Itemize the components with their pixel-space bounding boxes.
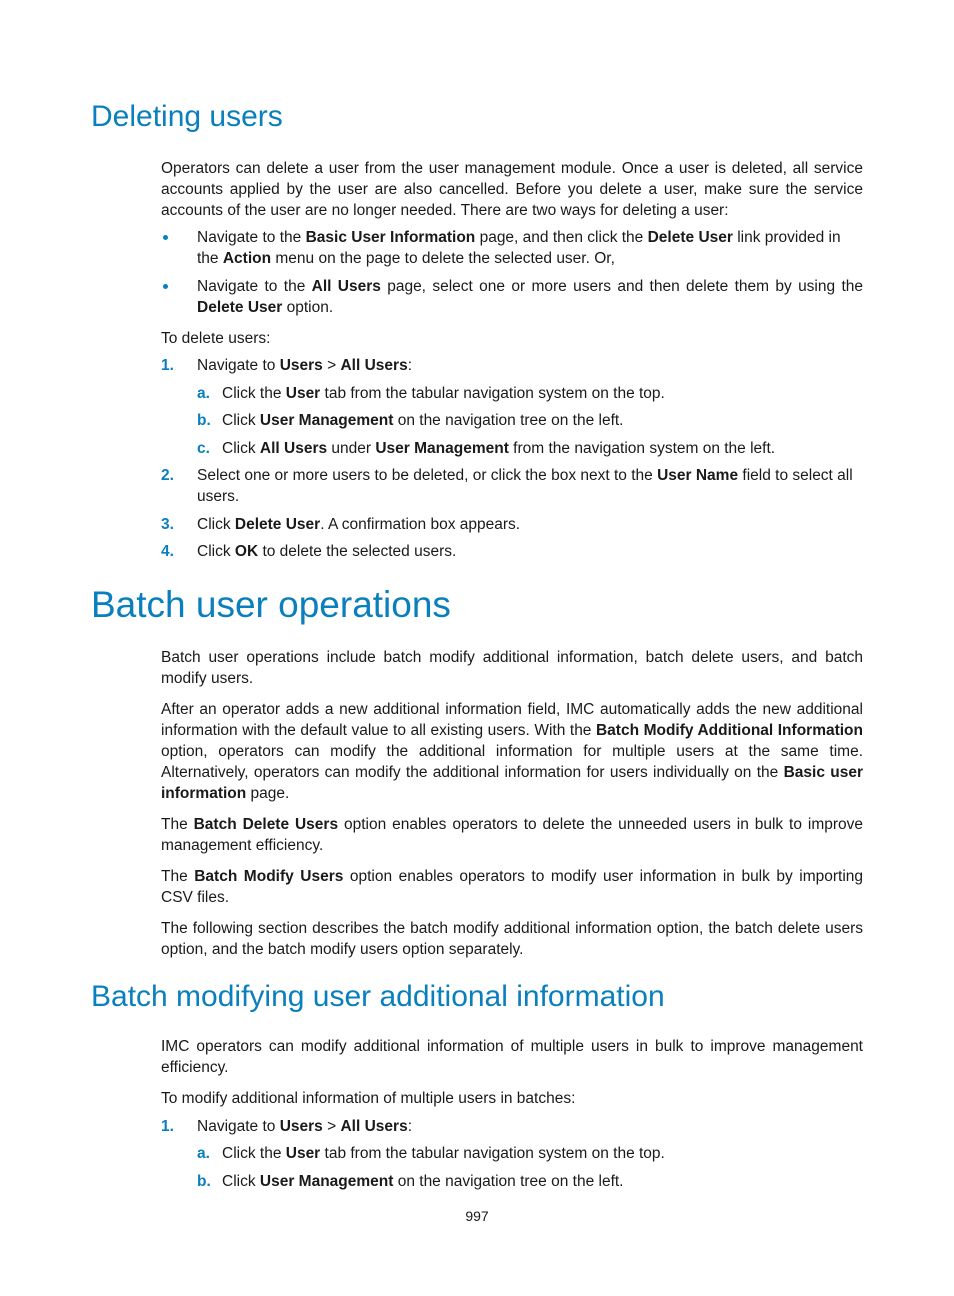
paragraph: IMC operators can modify additional information of multiple users in bulk to improve management efficiency. xyxy=(161,1038,863,1076)
substep-letter: b. xyxy=(197,412,211,429)
substep-letter: a. xyxy=(197,1145,210,1162)
section-heading-batch-modifying: Batch modifying user additional information xyxy=(91,980,665,1013)
bullet-dot-icon xyxy=(163,235,168,240)
page-number: 997 xyxy=(465,1208,489,1224)
chapter-heading-batch-user-operations: Batch user operations xyxy=(91,584,451,625)
paragraph: The Batch Modify Users option enables operators to modify user information in bulk by importing CSV files. xyxy=(161,868,864,906)
procedure-lead: To modify additional information of multiple users in batches: xyxy=(161,1090,576,1107)
paragraph: After an operator adds a new additional information field, IMC automatically adds the new additional information with the default value to all existing users. With the Batch Modify Additional Information option, operators can modify the additional information for multiple users at the same time. Alternatively, operators can modify the additional information for users individually on the Basic user information page. xyxy=(161,701,863,802)
paragraph: The Batch Delete Users option enables operators to delete the unneeded users in bulk to improve management efficiency. xyxy=(161,816,864,854)
bullet-dot-icon xyxy=(163,284,168,289)
document-page: Deleting users Operators can delete a user from the user management module. Once a user is deleted, all service accounts applied by the user are also cancelled. Before you delete a user, make sure the service accounts of the user are no longer needed. There are two ways for deleting a user: Navigate to the Basic User Information page, and then click the Delete User link provided in the Action menu on the page to delete the selected user. Or, Navigate to the All Users page, select one or more users and then delete them by using the Delete User option. To delete users: 1. Navigate to Users > All Users: a. Click the User tab from the tabular navigation system on the top. b. Click User Management on the navigation tree on the left. c. Click All Users under User Management from the navigation system on the left. 2. Select one or more users to be deleted, or click the box next to the User Name field to select all users. 3. Click Delete User. A confirmation box appears. 4. Click OK to delete the selected users. Batch user operations Batch user operations include batch modify additional information, batch delete users, and batch modify users. After an operator adds a new additional information field, IMC automatically adds the new additional information with the default value to all existing users. With the Batch Modify Additional Information option, operators can modify the additional information for multiple users at the same time. Alternatively, operators can modify the additional information for users individually on the Basic user information page. The Batch Delete Users option enables operators to delete the unneeded users in bulk to improve management efficiency. The Batch Modify Users option enables operators to modify user information in bulk by importing CSV files. The following section describes the batch modify additional information option, the batch delete users option, and the batch modify users option separately. Batch modifying user additional information IMC operators can modify additional information of multiple users in bulk to improve management efficiency. To modify additional information of multiple users in batches: 1. Navigate to Users > All Users: a. Click the User tab from the tabular navigation system on the top. b. Click User Management on the navigation tree on the left. 997 xyxy=(0,0,954,1296)
step-number: 1. xyxy=(161,357,174,374)
procedure-lead: To delete users: xyxy=(161,330,271,347)
step-number: 1. xyxy=(161,1118,174,1135)
substep-letter: b. xyxy=(197,1173,211,1190)
step-number: 4. xyxy=(161,543,174,560)
section-heading-deleting-users: Deleting users xyxy=(91,100,283,133)
paragraph: The following section describes the batch modify additional information option, the batch delete users option, and the batch modify users option separately. xyxy=(161,920,863,958)
step-number: 3. xyxy=(161,516,174,533)
paragraph-deleting-intro: Operators can delete a user from the user management module. Once a user is deleted, all service accounts applied by the user are also cancelled. Before you delete a user, make sure the service accounts of the user are no longer needed. There are two ways for deleting a user: xyxy=(161,160,863,219)
substep-letter: a. xyxy=(197,385,210,402)
step-number: 2. xyxy=(161,467,174,484)
substep-letter: c. xyxy=(197,440,210,457)
paragraph: Batch user operations include batch modify additional information, batch delete users, and batch modify users. xyxy=(161,649,863,687)
